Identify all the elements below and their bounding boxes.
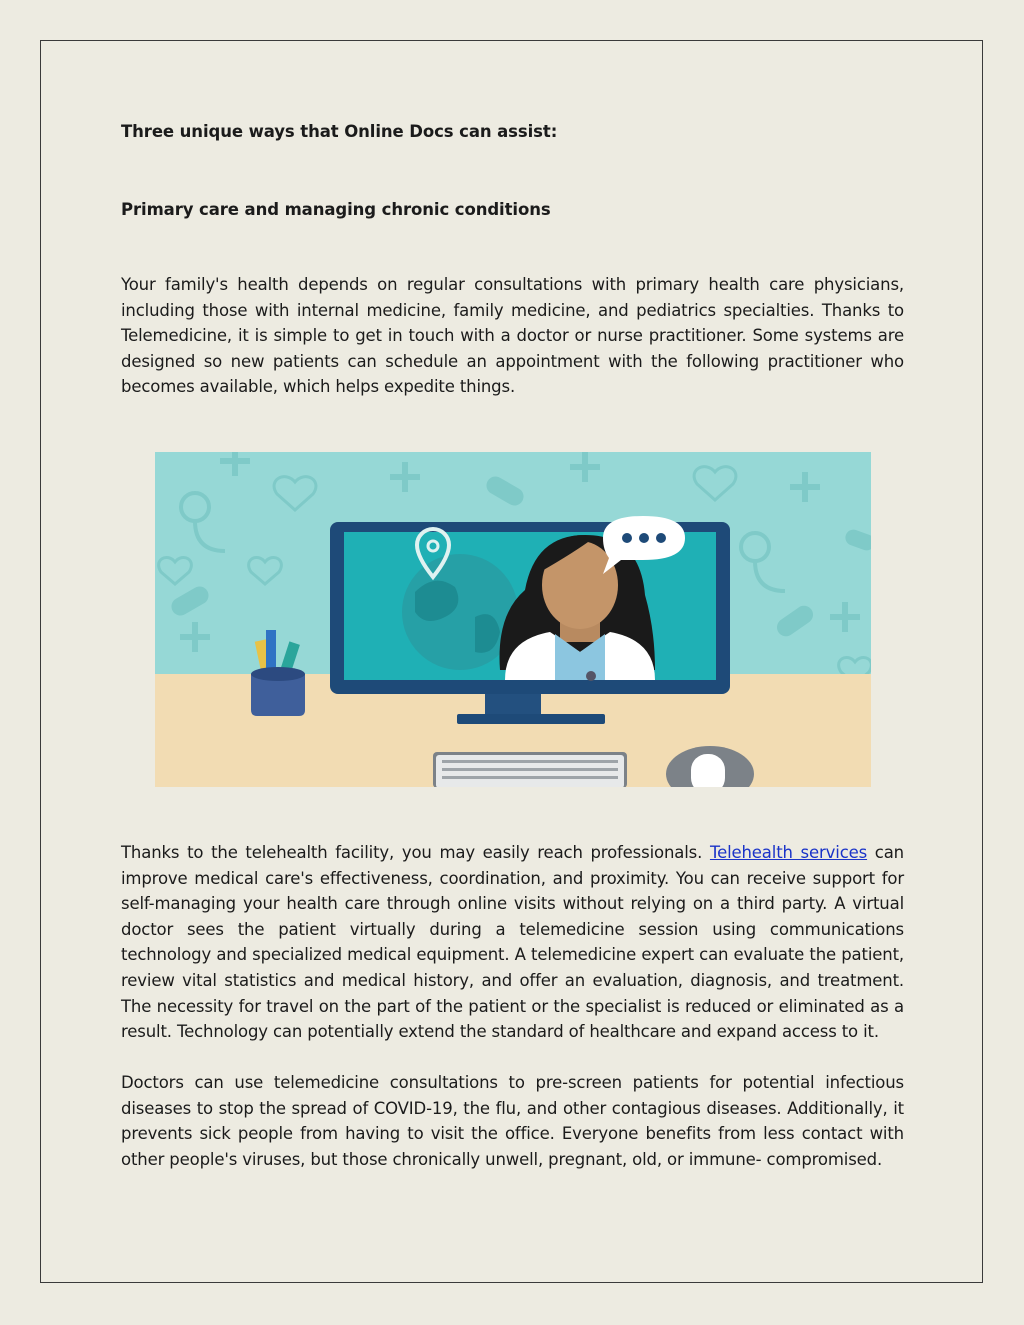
keyboard: [433, 752, 627, 787]
paragraph-prescreen: Doctors can use telemedicine consultations to pre-screen patients for potential infectious diseases to stop the spread of COVID-19, the flu, and other contagious diseases. Additionally, it prevents sick people from having to visit the office. Everyone benefits from less contact with other people's viruses, but those chronically unwell, pregnant, old, or immune- compromised.: [121, 1073, 904, 1169]
paragraph-telehealth-body: can improve medical care's effectiveness, coordination, and proximity. You can receive support for self-managing your health care through online visits without relying on a third party. A virtual doctor sees the patient virtually during a telemedicine session using communications technology and specialized medical equipment. A telemedicine expert can evaluate the patient, review vital statistics and medical history, and offer an evaluation, diagnosis, and treatment. The necessity for travel on the part of the patient or the specialist is reduced or eliminated as a result. Technology can potentially extend the standard of healthcare and expand access to it.: [121, 843, 904, 1042]
page-title: Three unique ways that Online Docs can assist:: [121, 122, 558, 141]
main-heading-block: [121, 121, 904, 143]
telemedicine-illustration: [155, 452, 871, 787]
paragraph-block-1: [121, 272, 904, 400]
paragraph-block-2: [121, 840, 904, 1045]
section-heading: Primary care and managing chronic conditions: [121, 200, 551, 219]
paragraph-primary-care: Your family's health depends on regular consultations with primary health care physicians, including those with internal medicine, family medicine, and pediatrics specialties. Thanks to Telemedicine, it is simple to get in touch with a doctor or nurse practitioner. Some systems are designed so new patients can schedule an appointment with the following practitioner who becomes available, which helps expedite things.: [121, 275, 904, 397]
telehealth-services-link[interactable]: Telehealth services: [709, 843, 868, 862]
section-heading-block: [121, 199, 904, 221]
paragraph-telehealth: [121, 840, 904, 1045]
monitor: [330, 516, 730, 694]
paragraph-block-3: [121, 1070, 904, 1172]
paragraph-telehealth-intro: Thanks to the telehealth facility, you may easily reach professionals.: [121, 843, 710, 862]
